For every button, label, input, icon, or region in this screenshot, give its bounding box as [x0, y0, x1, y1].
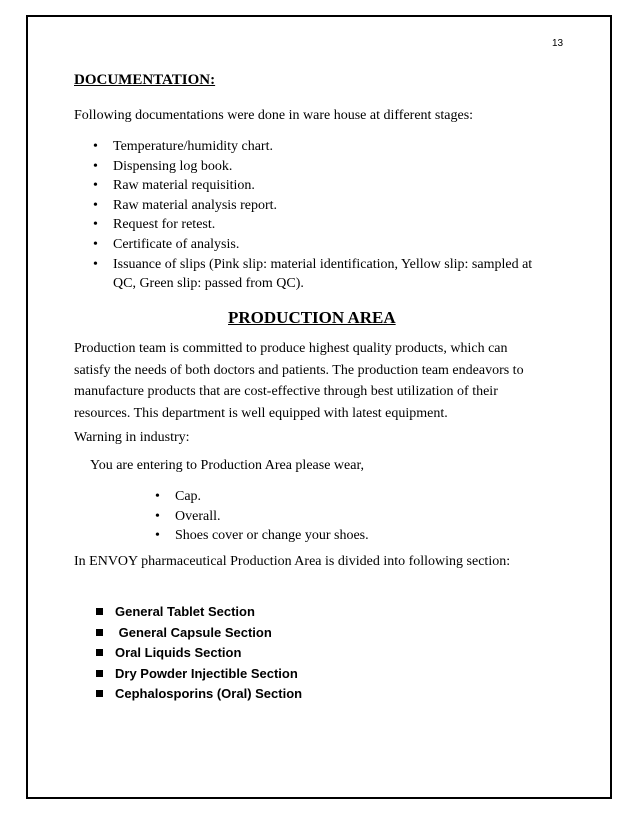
wear-list — [155, 487, 369, 546]
bullet-icon: • — [93, 139, 98, 154]
bullet-icon: • — [93, 236, 98, 252]
paragraph-line: Production team is committed to produce highest quality products, which can — [74, 341, 508, 356]
list-item: • Request for retest. — [113, 215, 532, 235]
bullet-icon: • — [93, 158, 98, 174]
page-number: 13 — [552, 38, 564, 49]
list-item: Cephalosporins (Oral) Section — [96, 684, 302, 705]
square-bullet-icon — [96, 690, 103, 697]
bullet-icon: • — [155, 489, 160, 504]
division-intro: In ENVOY pharmaceutical Production Area is divided into following section: — [74, 554, 511, 569]
warning-label: Warning in industry: — [74, 430, 190, 445]
documentation-heading: DOCUMENTATION: — [74, 72, 216, 88]
warning-text: You are entering to Production Area please wear, — [90, 458, 365, 473]
square-bullet-icon — [96, 649, 103, 656]
bullet-icon: • — [155, 528, 160, 544]
documentation-intro: Following documentations were done in ware house at different stages: — [74, 108, 474, 123]
list-item: Dry Powder Injectible Section — [96, 664, 302, 685]
square-bullet-icon — [96, 608, 103, 615]
list-item: • Dispensing log book. — [113, 157, 532, 177]
bullet-icon: • — [93, 178, 98, 194]
list-item: • Raw material requisition. — [113, 176, 532, 196]
list-item-continuation: QC, Green slip: passed from QC). — [113, 276, 304, 292]
square-bullet-icon — [96, 670, 103, 677]
paragraph-line: satisfy the needs of both doctors and patients. The production team endeavors to — [74, 362, 524, 378]
bullet-icon: • — [155, 508, 160, 524]
list-item: • Temperature/humidity chart. — [113, 137, 532, 157]
sections-list — [96, 602, 302, 705]
list-item: • Certificate of analysis. — [113, 235, 532, 255]
square-bullet-icon — [96, 629, 103, 636]
paragraph-line: manufacture products that are cost-effective through best utilization of their — [74, 384, 498, 399]
list-item: General Tablet Section — [96, 602, 302, 623]
list-item: General Capsule Section — [96, 623, 302, 644]
list-item: • Overall. — [175, 507, 369, 527]
production-heading: PRODUCTION AREA — [228, 308, 396, 327]
list-item: • Raw material analysis report. — [113, 196, 532, 216]
bullet-icon: • — [93, 197, 98, 213]
bullet-icon: • — [93, 217, 98, 233]
production-paragraph — [74, 338, 554, 424]
list-item: • Cap. — [175, 487, 369, 507]
list-item: • Issuance of slips (Pink slip: material identification, Yellow slip: sampled at — [113, 255, 532, 275]
list-item: Oral Liquids Section — [96, 643, 302, 664]
documentation-list — [93, 137, 533, 294]
list-item: • Shoes cover or change your shoes. — [175, 526, 369, 546]
paragraph-line: resources. This department is well equipped with latest equipment. — [74, 405, 448, 421]
bullet-icon: • — [93, 256, 98, 272]
